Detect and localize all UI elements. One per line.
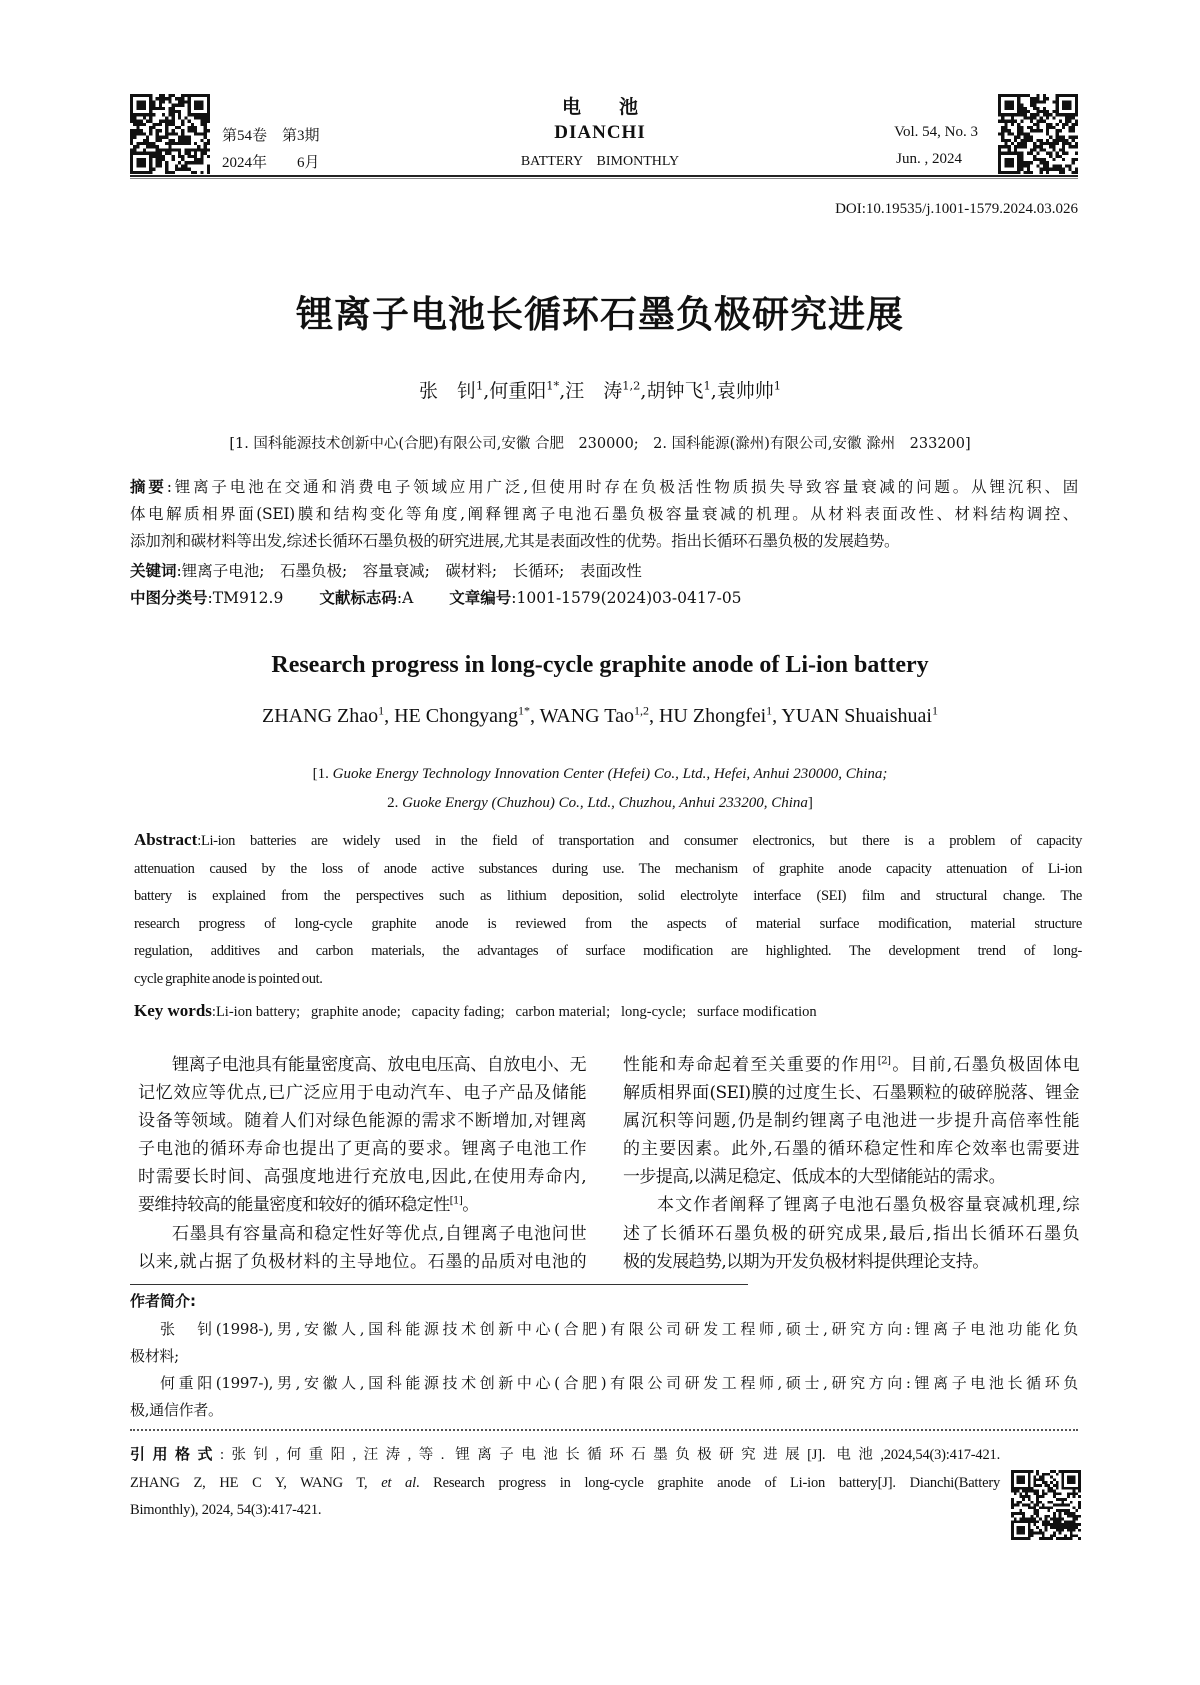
paragraph [138, 1051, 586, 1220]
text-segment: :锂离子电池; 石墨负极; 容量衰减; 碳材料; 长循环; 表面改性 [176, 562, 642, 580]
journal-subtitle: BATTERY BIMONTHLY [520, 154, 680, 169]
text-line: 锂离子电池具有能量密度高、放电电压高、自放电小、无 [172, 1055, 586, 1075]
text-line: regulation, additives and carbon materials, the advantages of surface modification are highlighted. The development trend of long- [134, 943, 1082, 960]
text-segment: 。目前,石墨负极固体电 [890, 1055, 1079, 1075]
authors-cn [0, 376, 1200, 403]
abstract-cn [130, 474, 1078, 555]
text-segment: Guoke Energy Technology Innovation Center (Hefei) Co., Ltd., Hefei, Anhui 230000, China; [332, 766, 888, 782]
superscript: 1* [546, 378, 560, 393]
text-segment: et al [381, 1474, 416, 1491]
text-line [0, 376, 1200, 403]
paragraph [130, 1316, 1078, 1370]
label-text: 关键词 [130, 562, 177, 580]
qr-code-citation[interactable] [1011, 1470, 1081, 1540]
superscript: 1* [518, 703, 530, 718]
text-line [138, 1191, 586, 1219]
header-rule [130, 175, 1078, 177]
text-segment: Guoke Energy (Chuzhou) Co., Ltd., Chuzhou, Anhui 233200, China [402, 795, 808, 811]
paragraph [130, 1370, 1078, 1424]
text-line [130, 474, 1078, 501]
volume-issue-cn: 第54卷 第3期 [222, 128, 320, 144]
text-segment: 张 钊 [418, 380, 476, 402]
text-line: 极,通信作者。 [130, 1401, 223, 1419]
text-line: 添加剂和碳材料等出发,综述长循环石墨负极的研究进展,尤其是表面改性的优势。指出长循环石墨负极的发展趋势。 [130, 532, 900, 550]
text-line: 时需要长时间、高强度地进行充放电,因此,在使用寿命内, [138, 1167, 586, 1188]
text-line: 记忆效应等优点,已广泛应用于电动汽车、电子产品及储能 [138, 1083, 586, 1104]
text-line: 极材料; [130, 1347, 179, 1365]
text-segment: 。 [462, 1195, 479, 1216]
text-segment: :张钊,何重阳,汪涛,等. 锂离子电池长循环石墨负极研究进展[J]. 电池,2024,54(3):417-421. [219, 1447, 1000, 1463]
text-line: 极的发展趋势,以期为开发负极材料提供理论支持。 [623, 1251, 989, 1272]
author-bio-label: 作者简介: [130, 1292, 196, 1310]
label-text: Abstract [134, 830, 198, 849]
superscript[interactable]: [2] [877, 1055, 891, 1067]
keywords-cn [130, 558, 642, 585]
label-text: 文章编号 [449, 589, 512, 607]
text-line [130, 558, 642, 585]
article-title-en: Research progress in long-cycle graphite anode of Li-ion battery [271, 652, 929, 678]
paragraph [130, 1441, 1000, 1525]
text-line [130, 1441, 1000, 1470]
text-line: battery is explained from the perspectives such as lithium deposition, solid electrolyte interface (SEI) film and structural change. The [134, 888, 1082, 905]
qr-code-header-left[interactable] [130, 94, 210, 174]
text-line: Bimonthly), 2024, 54(3):417-421. [130, 1502, 322, 1518]
label-text: 摘要 [130, 478, 167, 496]
text-line: 子电池的循环寿命也提出了更高的要求。锂离子电池工作 [138, 1139, 586, 1160]
dotted-rule [130, 1429, 1078, 1431]
footnote-rule [130, 1284, 748, 1285]
text-segment: ZHANG Zhao [262, 705, 379, 727]
journal-name-cn: 电 池 [561, 96, 638, 118]
text-line: 本文作者阐释了锂离子电池石墨负极容量衰减机理,综 [657, 1195, 1079, 1216]
qr-code-header-right[interactable] [998, 94, 1078, 174]
superscript: 1,2 [622, 378, 641, 393]
superscript[interactable]: [1] [449, 1195, 463, 1207]
text-segment: . Research progress in long-cycle graphite anode of Li-ion battery[J]. Dianchi(Battery [415, 1474, 1001, 1491]
label-text: 引用格式 [130, 1445, 220, 1463]
header-rule-thin [130, 178, 1078, 179]
journal-name-en: DIANCHI [554, 122, 646, 143]
text-segment: 性能和寿命起着至关重要的作用 [623, 1055, 878, 1075]
abstract-en [134, 826, 1082, 994]
text-segment: ,何重阳 [483, 380, 547, 402]
text-line [0, 789, 1200, 818]
text-line [623, 1051, 1079, 1079]
text-line [130, 585, 742, 612]
label-text: 文献标志码 [319, 589, 397, 607]
text-line: research progress of long-cycle graphite anode is reviewed from the aspects of material surface modification, material structure [134, 915, 1082, 932]
text-line: 以来,就占据了负极材料的主导地位。石墨的品质对电池的 [138, 1251, 586, 1272]
text-line: 张 钊(1998-),男,安徽人,国科能源技术创新中心(合肥)有限公司研发工程师,硕士,研究方向:锂离子电池功能化负 [160, 1320, 1078, 1338]
body-column-right [623, 1051, 1079, 1276]
text-segment: ,袁帅帅 [710, 380, 774, 402]
superscript: 1 [378, 703, 385, 718]
text-segment: , YUAN Shuaishuai [772, 705, 932, 727]
text-line: 述了长循环石墨负极的研究成果,最后,指出长循环石墨负 [623, 1223, 1079, 1244]
text-segment: ] [807, 795, 813, 811]
paragraph [623, 1051, 1079, 1191]
superscript: 1 [703, 378, 711, 393]
text-line: 设备等领域。随着人们对绿色能源的需求不断增加,对锂离 [138, 1111, 586, 1132]
paragraph [138, 1220, 586, 1276]
date-cn: 2024年 6月 [222, 155, 320, 171]
affiliation-cn: [1. 国科能源技术创新中心(合肥)有限公司,安徽 合肥 230000; 2. 国科能源(滁州)有限公司,安徽 滁州 233200] [229, 436, 971, 452]
text-line: 体电解质相界面(SEI)膜和结构变化等角度,阐释锂离子电池石墨负极容量衰减的机理。从材料表面改性、材料结构调控、 [130, 505, 1078, 523]
superscript: 1 [773, 378, 782, 393]
text-segment: :TM912.9 [207, 589, 284, 607]
text-line: 何重阳(1997-),男,安徽人,国科能源技术创新中心(合肥)有限公司研发工程师,硕士,研究方向:锂离子电池长循环负 [160, 1374, 1078, 1392]
text-line: cycle graphite anode is pointed out. [134, 970, 323, 987]
text-line [0, 760, 1200, 789]
superscript: 1,2 [633, 703, 649, 718]
text-segment: :Li-ion battery; graphite anode; capacity fading; carbon material; long-cycle; surface modification [211, 1004, 817, 1020]
authors-en [0, 705, 1200, 728]
citation-format [130, 1441, 1000, 1525]
text-line [0, 705, 1200, 728]
text-line: 石墨具有容量高和稳定性好等优点,自锂离子电池问世 [172, 1223, 586, 1244]
text-segment: 要维持较高的能量密度和较好的循环稳定性 [138, 1195, 450, 1216]
text-segment: [1. [312, 766, 333, 782]
text-segment: , WANG Tao [530, 705, 634, 727]
text-segment: :A [396, 589, 414, 607]
affiliation-en [0, 760, 1200, 818]
doi[interactable]: DOI:10.19535/j.1001-1579.2024.03.026 [835, 201, 1078, 217]
superscript: 1 [476, 378, 484, 393]
text-line: 一步提高,以满足稳定、低成本的大型储能站的需求。 [623, 1167, 1006, 1188]
text-segment: ,胡钟飞 [640, 380, 704, 402]
text-line [134, 826, 1082, 856]
paragraph [134, 826, 1082, 994]
text-segment: ,汪 涛 [559, 380, 623, 402]
author-bio [130, 1316, 1078, 1424]
text-line [130, 1470, 1000, 1498]
classification-cn [130, 585, 742, 612]
text-line [134, 997, 817, 1026]
label-text: Key words [134, 1001, 212, 1020]
paragraph [623, 1191, 1079, 1275]
date-en: Jun. , 2024 [896, 151, 962, 167]
label-text: 中图分类号 [130, 589, 208, 607]
text-segment: 2. [387, 795, 403, 811]
volume-issue-en: Vol. 54, No. 3 [894, 124, 978, 140]
text-line: attenuation caused by the loss of anode active substances during use. The mechanism of graphite anode capacity attenuation of Li-ion [134, 860, 1082, 877]
text-segment: , HE Chongyang [384, 705, 518, 727]
text-line: 解质相界面(SEI)膜的过度生长、石墨颗粒的破碎脱落、锂金 [623, 1083, 1079, 1104]
text-segment: :Li-ion batteries are widely used in the field of transportation and consumer electronics, but there is a problem of capacity [197, 833, 1082, 849]
text-segment: :锂离子电池在交通和消费电子领域应用广泛,但使用时存在负极活性物质损失导致容量衰减的问题。从锂沉积、固 [166, 478, 1078, 496]
superscript: 1 [766, 703, 773, 718]
text-segment: ZHANG Z, HE C Y, WANG T, [130, 1474, 382, 1491]
text-segment: :1001-1579(2024)03-0417-05 [511, 589, 742, 607]
paragraph [130, 474, 1078, 555]
keywords-en [134, 997, 817, 1026]
article-title-cn: 锂离子电池长循环石墨负极研究进展 [296, 293, 904, 336]
body-column-left [138, 1051, 586, 1276]
text-segment: , HU Zhongfei [648, 705, 767, 727]
superscript: 1 [931, 703, 938, 718]
text-line: 的主要因素。此外,石墨的循环稳定性和库仑效率也需要进 [623, 1139, 1079, 1160]
text-line: 属沉积等问题,仍是制约锂离子电池进一步提升高倍率性能 [623, 1111, 1079, 1132]
